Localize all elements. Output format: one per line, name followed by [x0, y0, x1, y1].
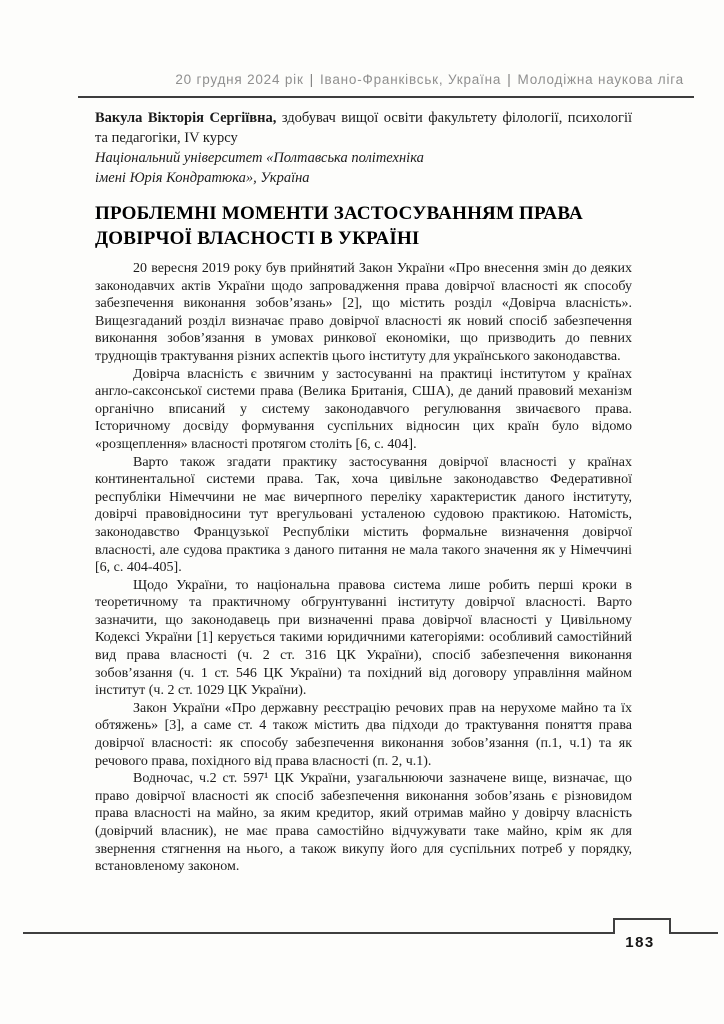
paragraph-5: Закон України «Про державну реєстрацію речових прав на нерухоме майно та їх обтяжень» [3], а саме ст. 4 також містить два підходи до трактування поняття права довірчої власності: як способу забезпечення виконання зобов’язання (п.1, ч.1) та як речового права, похідного від права власності (п. 2, ч.1).	[95, 700, 632, 769]
header-date: 20 грудня 2024 рік	[175, 72, 304, 87]
affiliation-line1: Національний університет «Полтавська політехніка	[95, 150, 424, 166]
header-rule	[78, 96, 694, 98]
page-number-tab	[613, 918, 671, 934]
article-title	[95, 201, 632, 251]
author-affiliation	[95, 148, 632, 188]
paragraph-6: Водночас, ч.2 ст. 597¹ ЦК України, узагальнюючи зазначене вище, визначає, що право довірчої власності як спосіб забезпечення виконання зобов’язань є різновидом права власності на майно, за яким кредитор, який отримав майно у довірчу власність (довірчий власник), не має права самостійно відчужувати таке майно, крім як для звернення стягнення на нього, а також викупу його для суспільних потреб у порядку, встановленому законом.	[95, 771, 632, 875]
paragraph-2: Довірча власність є звичним у застосуванні на практиці інститутом у країнах англо-саксонської системи права (Велика Британія, США), де даний правовий механізм органічно вписаний у систему законодавчого регулювання звичаєвого права. Історичному досвіду формування суспільних відносин цих країн було відомо «розщеплення» власності протягом століть [6, с. 404].	[95, 366, 632, 452]
page-number: 183	[625, 934, 655, 951]
paragraph-1: 20 вересня 2019 року був прийнятий Закон України «Про внесення змін до деяких законодавчих актів України щодо запровадження права довірчої власності як способу забезпечення виконання зобов’язань» [2], що містить розділ «Довірча власність». Вищезгаданий розділ визначає право довірчої власності як новий спосіб забезпечення виконання зобов’язання в умовах ринкової економіки, що призводить до певних труднощів трактування різних аспектів цього інституту для українського законодавства.	[95, 261, 632, 364]
header-separator-1: |	[309, 72, 314, 87]
paragraph-4: Щодо України, то національна правова система лише робить перші кроки в теоретичному та практичному обгрунтуванні інституту довірчої власності. Варто зазначити, що законодавець при визначенні права довірчої власності у Цивільному Кодексі України [1] керується такими юридичними категоріями: особливий самостійний вид права власності (ч. 2 ст. 316 ЦК України), спосіб забезпечення виконання зобов’язання (ч. 1 ст. 546 ЦК України) та похідний від договору управління майном інститут (ч. 2 ст. 1029 ЦК України).	[95, 577, 632, 699]
paragraph-3: Варто також згадати практику застосування довірчої власності у країнах континентальної системи права. Так, хоча цивільне законодавство Федеративної республіки Німеччини не має вичерпного переліку характеристик даного інституту, довірчі правовідносини тут врегульовані усталеною судовою практикою. Натомість, законодавство Французької Республіки містить формальне визначення довірчої власності, але судова практика з даного питання не мала такого значення як у Німеччині [6, с. 404-405].	[95, 454, 632, 576]
article-body	[95, 260, 632, 876]
header-organization: Молодіжна наукова ліга	[517, 72, 684, 87]
header-separator-2: |	[507, 72, 512, 87]
footer-rule-right	[669, 932, 718, 934]
article-title-line1: ПРОБЛЕМНІ МОМЕНТИ ЗАСТОСУВАННЯМ ПРАВА	[95, 203, 583, 224]
header-location: Івано-Франківськ, Україна	[319, 72, 502, 87]
article-title-line2: ДОВІРЧОЇ ВЛАСНОСТІ В УКРАЇНІ	[95, 228, 420, 249]
author-name: Вакула Вікторія Сергіївна,	[95, 110, 277, 126]
running-header	[175, 72, 684, 87]
footer-rule-left	[23, 932, 613, 934]
author-block	[95, 108, 632, 148]
author-credentials: здобувач вищої освіти факультету філології, психології та педагогіки, IV курсу	[95, 110, 633, 146]
article-content	[95, 108, 632, 876]
affiliation-line2: імені Юрія Кондратюка», Україна	[95, 170, 310, 186]
